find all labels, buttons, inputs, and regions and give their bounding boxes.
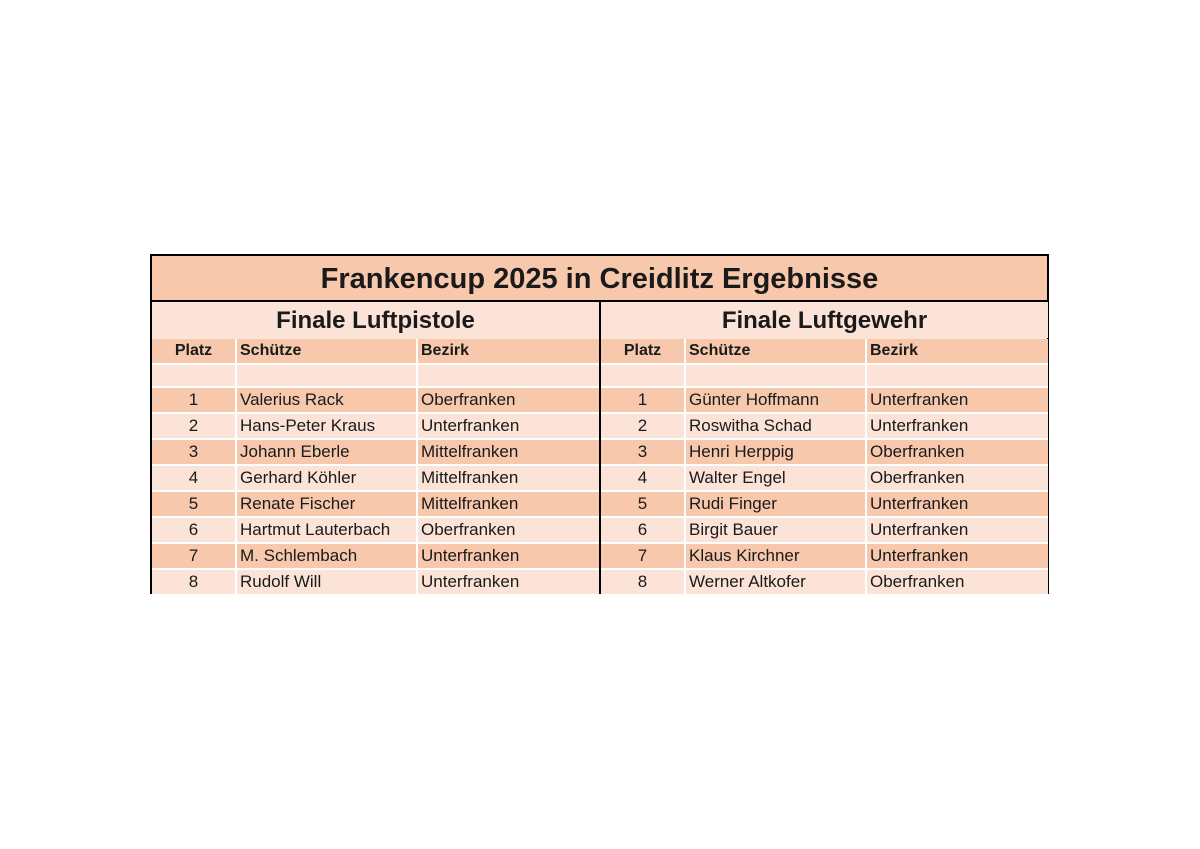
header-row bbox=[152, 339, 599, 365]
table-row bbox=[152, 440, 599, 466]
empty-cell bbox=[686, 365, 867, 386]
table-row bbox=[152, 466, 599, 492]
platz-cell: 1 bbox=[152, 388, 237, 412]
empty-cell bbox=[152, 365, 237, 386]
header-bezirk: Bezirk bbox=[870, 342, 919, 359]
table-row bbox=[601, 544, 1048, 570]
schuetze-cell: Hartmut Lauterbach bbox=[237, 518, 418, 542]
platz-cell: 2 bbox=[601, 414, 686, 438]
section-title-luftgewehr: Finale Luftgewehr bbox=[601, 302, 1048, 338]
platz-cell: 5 bbox=[152, 492, 237, 516]
schuetze-cell: M. Schlembach bbox=[237, 544, 418, 568]
schuetze-cell: Henri Herppig bbox=[686, 440, 867, 464]
section-luftgewehr bbox=[601, 302, 1048, 592]
table-row bbox=[152, 518, 599, 544]
bezirk-cell: Unterfranken bbox=[870, 494, 969, 513]
table-row bbox=[601, 466, 1048, 492]
schuetze-cell: Walter Engel bbox=[686, 466, 867, 490]
header-platz: Platz bbox=[601, 339, 686, 363]
table-row bbox=[601, 570, 1048, 596]
table-row bbox=[152, 388, 599, 414]
empty-cell bbox=[237, 365, 418, 386]
platz-cell: 2 bbox=[152, 414, 237, 438]
platz-cell: 4 bbox=[601, 466, 686, 490]
platz-cell: 3 bbox=[152, 440, 237, 464]
platz-cell: 1 bbox=[601, 388, 686, 412]
table-row bbox=[152, 492, 599, 518]
header-bezirk: Bezirk bbox=[421, 342, 470, 359]
schuetze-cell: Werner Altkofer bbox=[686, 570, 867, 594]
table-row bbox=[152, 414, 599, 440]
schuetze-cell: Rudolf Will bbox=[237, 570, 418, 594]
bezirk-cell: Mittelfranken bbox=[421, 468, 519, 487]
schuetze-cell: Gerhard Köhler bbox=[237, 466, 418, 490]
bezirk-cell: Oberfranken bbox=[870, 572, 965, 591]
bezirk-cell: Unterfranken bbox=[421, 572, 520, 591]
empty-row bbox=[152, 365, 599, 388]
schuetze-cell: Birgit Bauer bbox=[686, 518, 867, 542]
table-row bbox=[601, 492, 1048, 518]
section-title-luftpistole: Finale Luftpistole bbox=[152, 302, 599, 338]
platz-cell: 8 bbox=[152, 570, 237, 594]
table-title: Frankencup 2025 in Creidlitz Ergebnisse bbox=[152, 256, 1047, 302]
platz-cell: 8 bbox=[601, 570, 686, 594]
schuetze-cell: Rudi Finger bbox=[686, 492, 867, 516]
table-row bbox=[601, 518, 1048, 544]
empty-row bbox=[601, 365, 1048, 388]
schuetze-cell: Klaus Kirchner bbox=[686, 544, 867, 568]
schuetze-cell: Hans-Peter Kraus bbox=[237, 414, 418, 438]
bezirk-cell: Oberfranken bbox=[870, 468, 965, 487]
header-row bbox=[601, 339, 1048, 365]
bezirk-cell: Unterfranken bbox=[421, 416, 520, 435]
results-table bbox=[150, 254, 1049, 594]
platz-cell: 4 bbox=[152, 466, 237, 490]
bezirk-cell: Unterfranken bbox=[870, 416, 969, 435]
bezirk-cell: Mittelfranken bbox=[421, 442, 519, 461]
bezirk-cell: Unterfranken bbox=[870, 390, 969, 409]
platz-cell: 6 bbox=[152, 518, 237, 542]
bezirk-cell: Unterfranken bbox=[870, 546, 969, 565]
table-row bbox=[601, 440, 1048, 466]
empty-cell bbox=[418, 365, 599, 386]
bezirk-cell: Mittelfranken bbox=[421, 494, 519, 513]
header-schuetze: Schütze bbox=[237, 339, 418, 363]
table-row bbox=[601, 388, 1048, 414]
platz-cell: 5 bbox=[601, 492, 686, 516]
schuetze-cell: Johann Eberle bbox=[237, 440, 418, 464]
platz-cell: 7 bbox=[152, 544, 237, 568]
table-row bbox=[601, 414, 1048, 440]
section-luftpistole bbox=[152, 302, 599, 592]
platz-cell: 3 bbox=[601, 440, 686, 464]
header-schuetze: Schütze bbox=[686, 339, 867, 363]
table-row bbox=[152, 544, 599, 570]
bezirk-cell: Unterfranken bbox=[421, 546, 520, 565]
schuetze-cell: Günter Hoffmann bbox=[686, 388, 867, 412]
bezirk-cell: Oberfranken bbox=[870, 442, 965, 461]
platz-cell: 7 bbox=[601, 544, 686, 568]
bezirk-cell: Unterfranken bbox=[870, 520, 969, 539]
empty-cell bbox=[867, 365, 1048, 386]
header-platz: Platz bbox=[152, 339, 237, 363]
platz-cell: 6 bbox=[601, 518, 686, 542]
schuetze-cell: Valerius Rack bbox=[237, 388, 418, 412]
bezirk-cell: Oberfranken bbox=[421, 390, 516, 409]
schuetze-cell: Roswitha Schad bbox=[686, 414, 867, 438]
table-row bbox=[152, 570, 599, 596]
bezirk-cell: Oberfranken bbox=[421, 520, 516, 539]
empty-cell bbox=[601, 365, 686, 386]
schuetze-cell: Renate Fischer bbox=[237, 492, 418, 516]
